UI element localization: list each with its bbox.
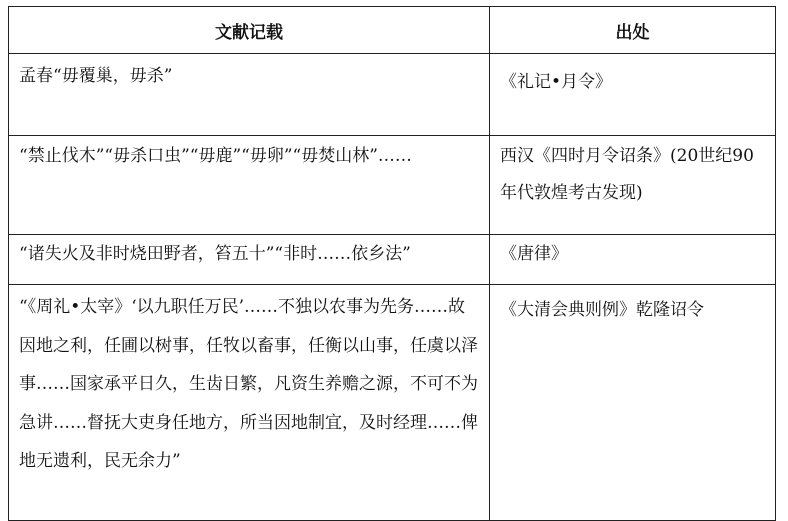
table-row	[9, 235, 776, 285]
source-cell	[490, 285, 776, 521]
record-cell	[9, 285, 490, 521]
table-header-row	[9, 7, 776, 54]
record-cell	[9, 136, 490, 235]
table-row	[9, 136, 776, 235]
source-text: 《唐律》	[500, 244, 568, 264]
record-cell	[9, 235, 490, 285]
record-cell	[9, 54, 490, 136]
source-text: 《大清会典则例》乾隆诏令	[500, 300, 704, 320]
source-cell	[490, 54, 776, 136]
records-table	[8, 6, 776, 521]
source-text: 《礼记•月令》	[500, 72, 613, 92]
records-table-container	[8, 6, 775, 521]
record-text: “禁止伐木”“毋杀口虫”“毋鹿”“毋卵”“毋焚山林”……	[19, 146, 412, 166]
source-cell	[490, 136, 776, 235]
record-text: “《周礼•太宰》‘以九职任万民’……不独以农事为先务……故因地之利，任圃以树事，任牧以畜事，任衡以山事，任虞以泽事……国家承平日久，生齿日繁，凡资生养赡之源，不可不为急讲……督抚大吏身任地方，所当因地制宜，及时经理……俾地无遗利，民无余力”	[19, 297, 478, 471]
header-source: 出处	[490, 7, 776, 54]
record-text: “诸失火及非时烧田野者，笞五十”“非时……依乡法”	[19, 244, 411, 264]
source-cell	[490, 235, 776, 285]
table-row	[9, 285, 776, 521]
table-row	[9, 54, 776, 136]
record-text: 孟春“毋覆巢，毋杀”	[19, 66, 173, 86]
header-records: 文献记载	[9, 7, 490, 54]
source-text: 西汉《四时月令诏条》(20世纪90年代敦煌考古发现)	[500, 146, 754, 203]
